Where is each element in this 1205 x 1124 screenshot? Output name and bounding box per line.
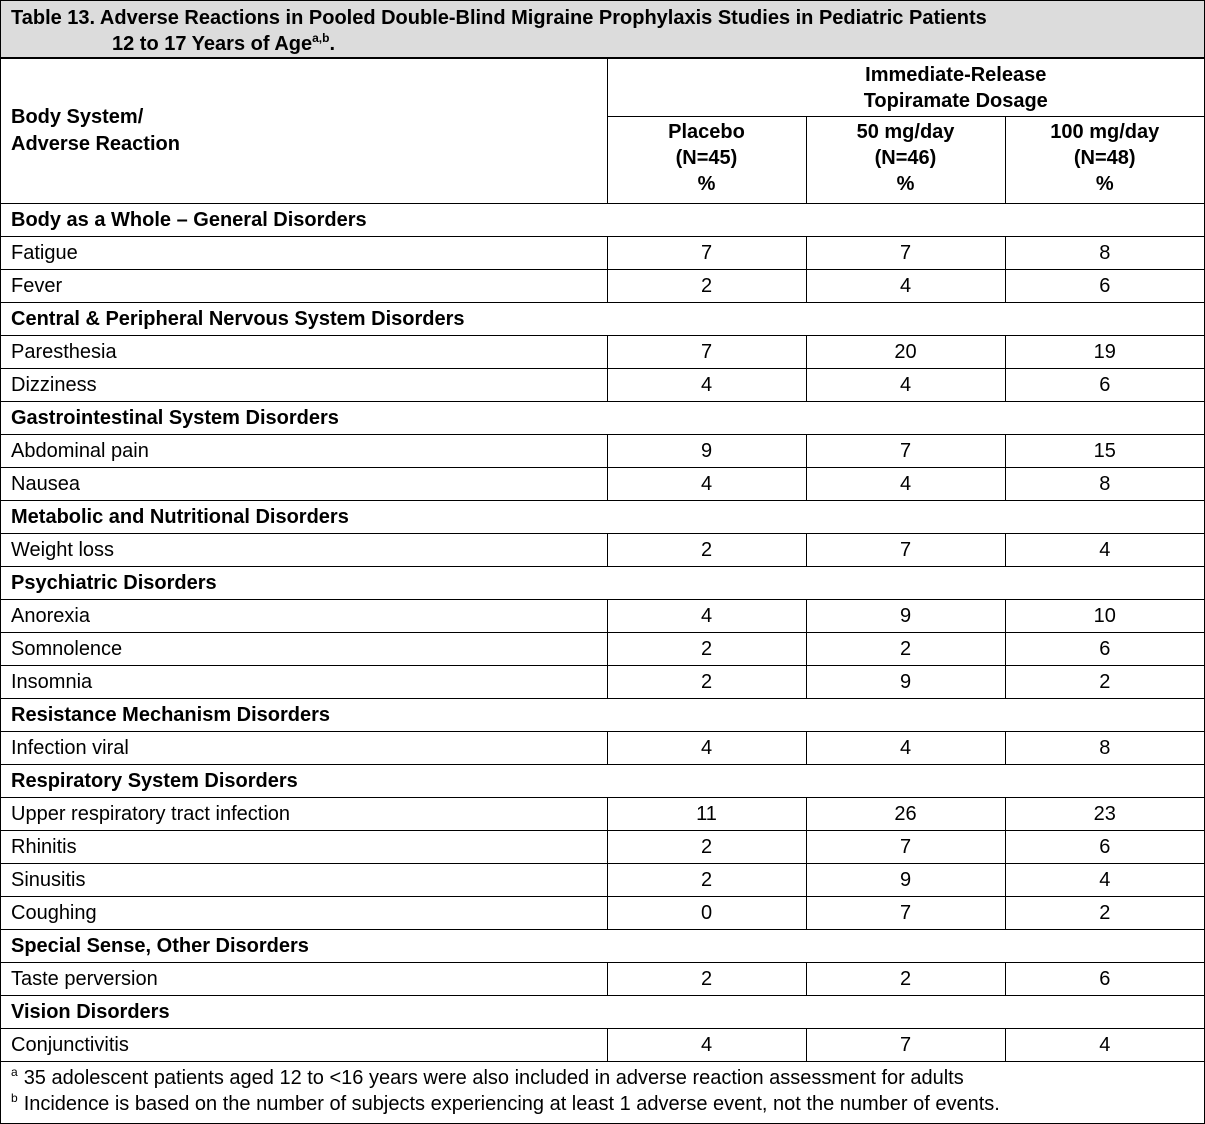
dose-50mg-value: 7 — [806, 1029, 1005, 1062]
table-row — [1, 336, 1204, 369]
placebo-value: 2 — [607, 963, 806, 996]
section-row — [1, 303, 1204, 336]
header-col-name: 100 mg/day — [1050, 121, 1160, 143]
header-col-n: (N=48) — [1073, 147, 1136, 169]
dose-50mg-value: 7 — [806, 897, 1005, 930]
dose-100mg-value: 2 — [1005, 897, 1204, 930]
placebo-value: 2 — [607, 831, 806, 864]
table-caption — [1, 1, 1204, 59]
dose-50mg-value: 7 — [806, 534, 1005, 567]
adverse-reaction-name: Taste perversion — [1, 963, 607, 996]
adverse-reaction-name: Weight loss — [1, 534, 607, 567]
dose-50mg-value: 7 — [806, 831, 1005, 864]
adverse-reaction-name: Sinusitis — [1, 864, 607, 897]
placebo-value: 4 — [607, 1029, 806, 1062]
dose-100mg-value: 4 — [1005, 1029, 1204, 1062]
table-body — [1, 204, 1204, 1062]
header-50mg — [806, 117, 1005, 204]
adverse-reaction-name: Coughing — [1, 897, 607, 930]
header-dosage-group — [607, 59, 1204, 117]
header-body-system-line2: Adverse Reaction — [11, 133, 180, 155]
header-body-system-line1: Body System/ — [11, 106, 144, 128]
table-row — [1, 798, 1204, 831]
dose-100mg-value: 8 — [1005, 468, 1204, 501]
table-row — [1, 270, 1204, 303]
caption-line2-wrap — [11, 31, 1194, 57]
caption-line2: 12 to 17 Years of Age — [112, 33, 313, 55]
dose-100mg-value: 4 — [1005, 864, 1204, 897]
header-col-unit: % — [697, 173, 716, 195]
dose-100mg-value: 8 — [1005, 237, 1204, 270]
placebo-value: 2 — [607, 666, 806, 699]
dose-100mg-value: 6 — [1005, 633, 1204, 666]
header-col-unit: % — [1095, 173, 1114, 195]
footnote-mark: a — [11, 1065, 18, 1079]
section-row — [1, 699, 1204, 732]
placebo-value: 2 — [607, 270, 806, 303]
adverse-reaction-name: Anorexia — [1, 600, 607, 633]
table-row — [1, 1029, 1204, 1062]
table-row — [1, 237, 1204, 270]
adverse-reaction-name: Dizziness — [1, 369, 607, 402]
dose-100mg-value: 6 — [1005, 369, 1204, 402]
adverse-reaction-name: Upper respiratory tract infection — [1, 798, 607, 831]
table-row — [1, 534, 1204, 567]
section-row — [1, 567, 1204, 600]
header-100mg — [1005, 117, 1204, 204]
section-title: Respiratory System Disorders — [1, 765, 1204, 798]
header-group-line2: Topiramate Dosage — [863, 89, 1048, 112]
dose-50mg-value: 4 — [806, 732, 1005, 765]
table-row — [1, 732, 1204, 765]
dose-100mg-value: 6 — [1005, 963, 1204, 996]
adverse-reactions-table — [1, 59, 1204, 1062]
header-placebo — [607, 117, 806, 204]
section-title: Resistance Mechanism Disorders — [1, 699, 1204, 732]
dose-50mg-value: 9 — [806, 600, 1005, 633]
section-title: Gastrointestinal System Disorders — [1, 402, 1204, 435]
dose-50mg-value: 26 — [806, 798, 1005, 831]
section-title: Special Sense, Other Disorders — [1, 930, 1204, 963]
table-row — [1, 435, 1204, 468]
dose-50mg-value: 4 — [806, 270, 1005, 303]
section-row — [1, 501, 1204, 534]
section-row — [1, 204, 1204, 237]
adverse-reaction-name: Somnolence — [1, 633, 607, 666]
adverse-reaction-name: Infection viral — [1, 732, 607, 765]
section-row — [1, 402, 1204, 435]
placebo-value: 2 — [607, 534, 806, 567]
adverse-reaction-name: Abdominal pain — [1, 435, 607, 468]
placebo-value: 0 — [607, 897, 806, 930]
dose-50mg-value: 2 — [806, 633, 1005, 666]
dose-50mg-value: 9 — [806, 666, 1005, 699]
dose-100mg-value: 2 — [1005, 666, 1204, 699]
adverse-reaction-name: Fever — [1, 270, 607, 303]
section-title: Central & Peripheral Nervous System Disorders — [1, 303, 1204, 336]
placebo-value: 7 — [607, 237, 806, 270]
footnote-text: Incidence is based on the number of subjects experiencing at least 1 adverse event, not the number of events. — [23, 1093, 1000, 1115]
caption-footnote-marks: a,b — [312, 31, 330, 45]
table-row — [1, 369, 1204, 402]
placebo-value: 2 — [607, 864, 806, 897]
dose-50mg-value: 4 — [806, 468, 1005, 501]
dose-50mg-value: 9 — [806, 864, 1005, 897]
section-row — [1, 765, 1204, 798]
table-row — [1, 897, 1204, 930]
footnote-b — [11, 1091, 1204, 1117]
table-row — [1, 468, 1204, 501]
header-col-unit: % — [896, 173, 915, 195]
table-row — [1, 633, 1204, 666]
placebo-value: 4 — [607, 600, 806, 633]
header-col-n: (N=45) — [675, 147, 738, 169]
dose-100mg-value: 15 — [1005, 435, 1204, 468]
footnote-mark: b — [11, 1091, 18, 1105]
dose-100mg-value: 6 — [1005, 270, 1204, 303]
dose-100mg-value: 8 — [1005, 732, 1204, 765]
caption-end: . — [329, 33, 336, 55]
adverse-reaction-name: Insomnia — [1, 666, 607, 699]
adverse-reaction-name: Fatigue — [1, 237, 607, 270]
dose-50mg-value: 4 — [806, 369, 1005, 402]
section-row — [1, 996, 1204, 1029]
placebo-value: 4 — [607, 468, 806, 501]
section-title: Metabolic and Nutritional Disorders — [1, 501, 1204, 534]
section-row — [1, 930, 1204, 963]
footnotes — [1, 1062, 1204, 1117]
section-title: Body as a Whole – General Disorders — [1, 204, 1204, 237]
header-col-n: (N=46) — [874, 147, 937, 169]
table-row — [1, 963, 1204, 996]
adverse-reaction-name: Nausea — [1, 468, 607, 501]
caption-line1: Table 13. Adverse Reactions in Pooled Double-Blind Migraine Prophylaxis Studies in Pediatric Patients — [11, 7, 987, 29]
table-row — [1, 666, 1204, 699]
section-title: Psychiatric Disorders — [1, 567, 1204, 600]
dose-100mg-value: 4 — [1005, 534, 1204, 567]
table-row — [1, 600, 1204, 633]
dose-50mg-value: 20 — [806, 336, 1005, 369]
dose-100mg-value: 19 — [1005, 336, 1204, 369]
dose-100mg-value: 23 — [1005, 798, 1204, 831]
placebo-value: 4 — [607, 732, 806, 765]
table-row — [1, 864, 1204, 897]
dose-100mg-value: 6 — [1005, 831, 1204, 864]
header-body-system — [1, 59, 607, 204]
header-col-name: Placebo — [668, 121, 745, 143]
section-title: Vision Disorders — [1, 996, 1204, 1029]
footnote-text: 35 adolescent patients aged 12 to <16 years were also included in adverse reaction assessment for adults — [23, 1067, 964, 1089]
placebo-value: 2 — [607, 633, 806, 666]
header-col-name: 50 mg/day — [856, 121, 955, 143]
adverse-reaction-name: Rhinitis — [1, 831, 607, 864]
placebo-value: 4 — [607, 369, 806, 402]
placebo-value: 11 — [607, 798, 806, 831]
adverse-reaction-name: Conjunctivitis — [1, 1029, 607, 1062]
table-row — [1, 831, 1204, 864]
dose-50mg-value: 7 — [806, 237, 1005, 270]
dose-50mg-value: 7 — [806, 435, 1005, 468]
placebo-value: 7 — [607, 336, 806, 369]
header-group-line1: Immediate-Release — [865, 63, 1047, 86]
placebo-value: 9 — [607, 435, 806, 468]
dose-100mg-value: 10 — [1005, 600, 1204, 633]
dose-50mg-value: 2 — [806, 963, 1005, 996]
adverse-reaction-name: Paresthesia — [1, 336, 607, 369]
footnote-a — [11, 1065, 1204, 1091]
